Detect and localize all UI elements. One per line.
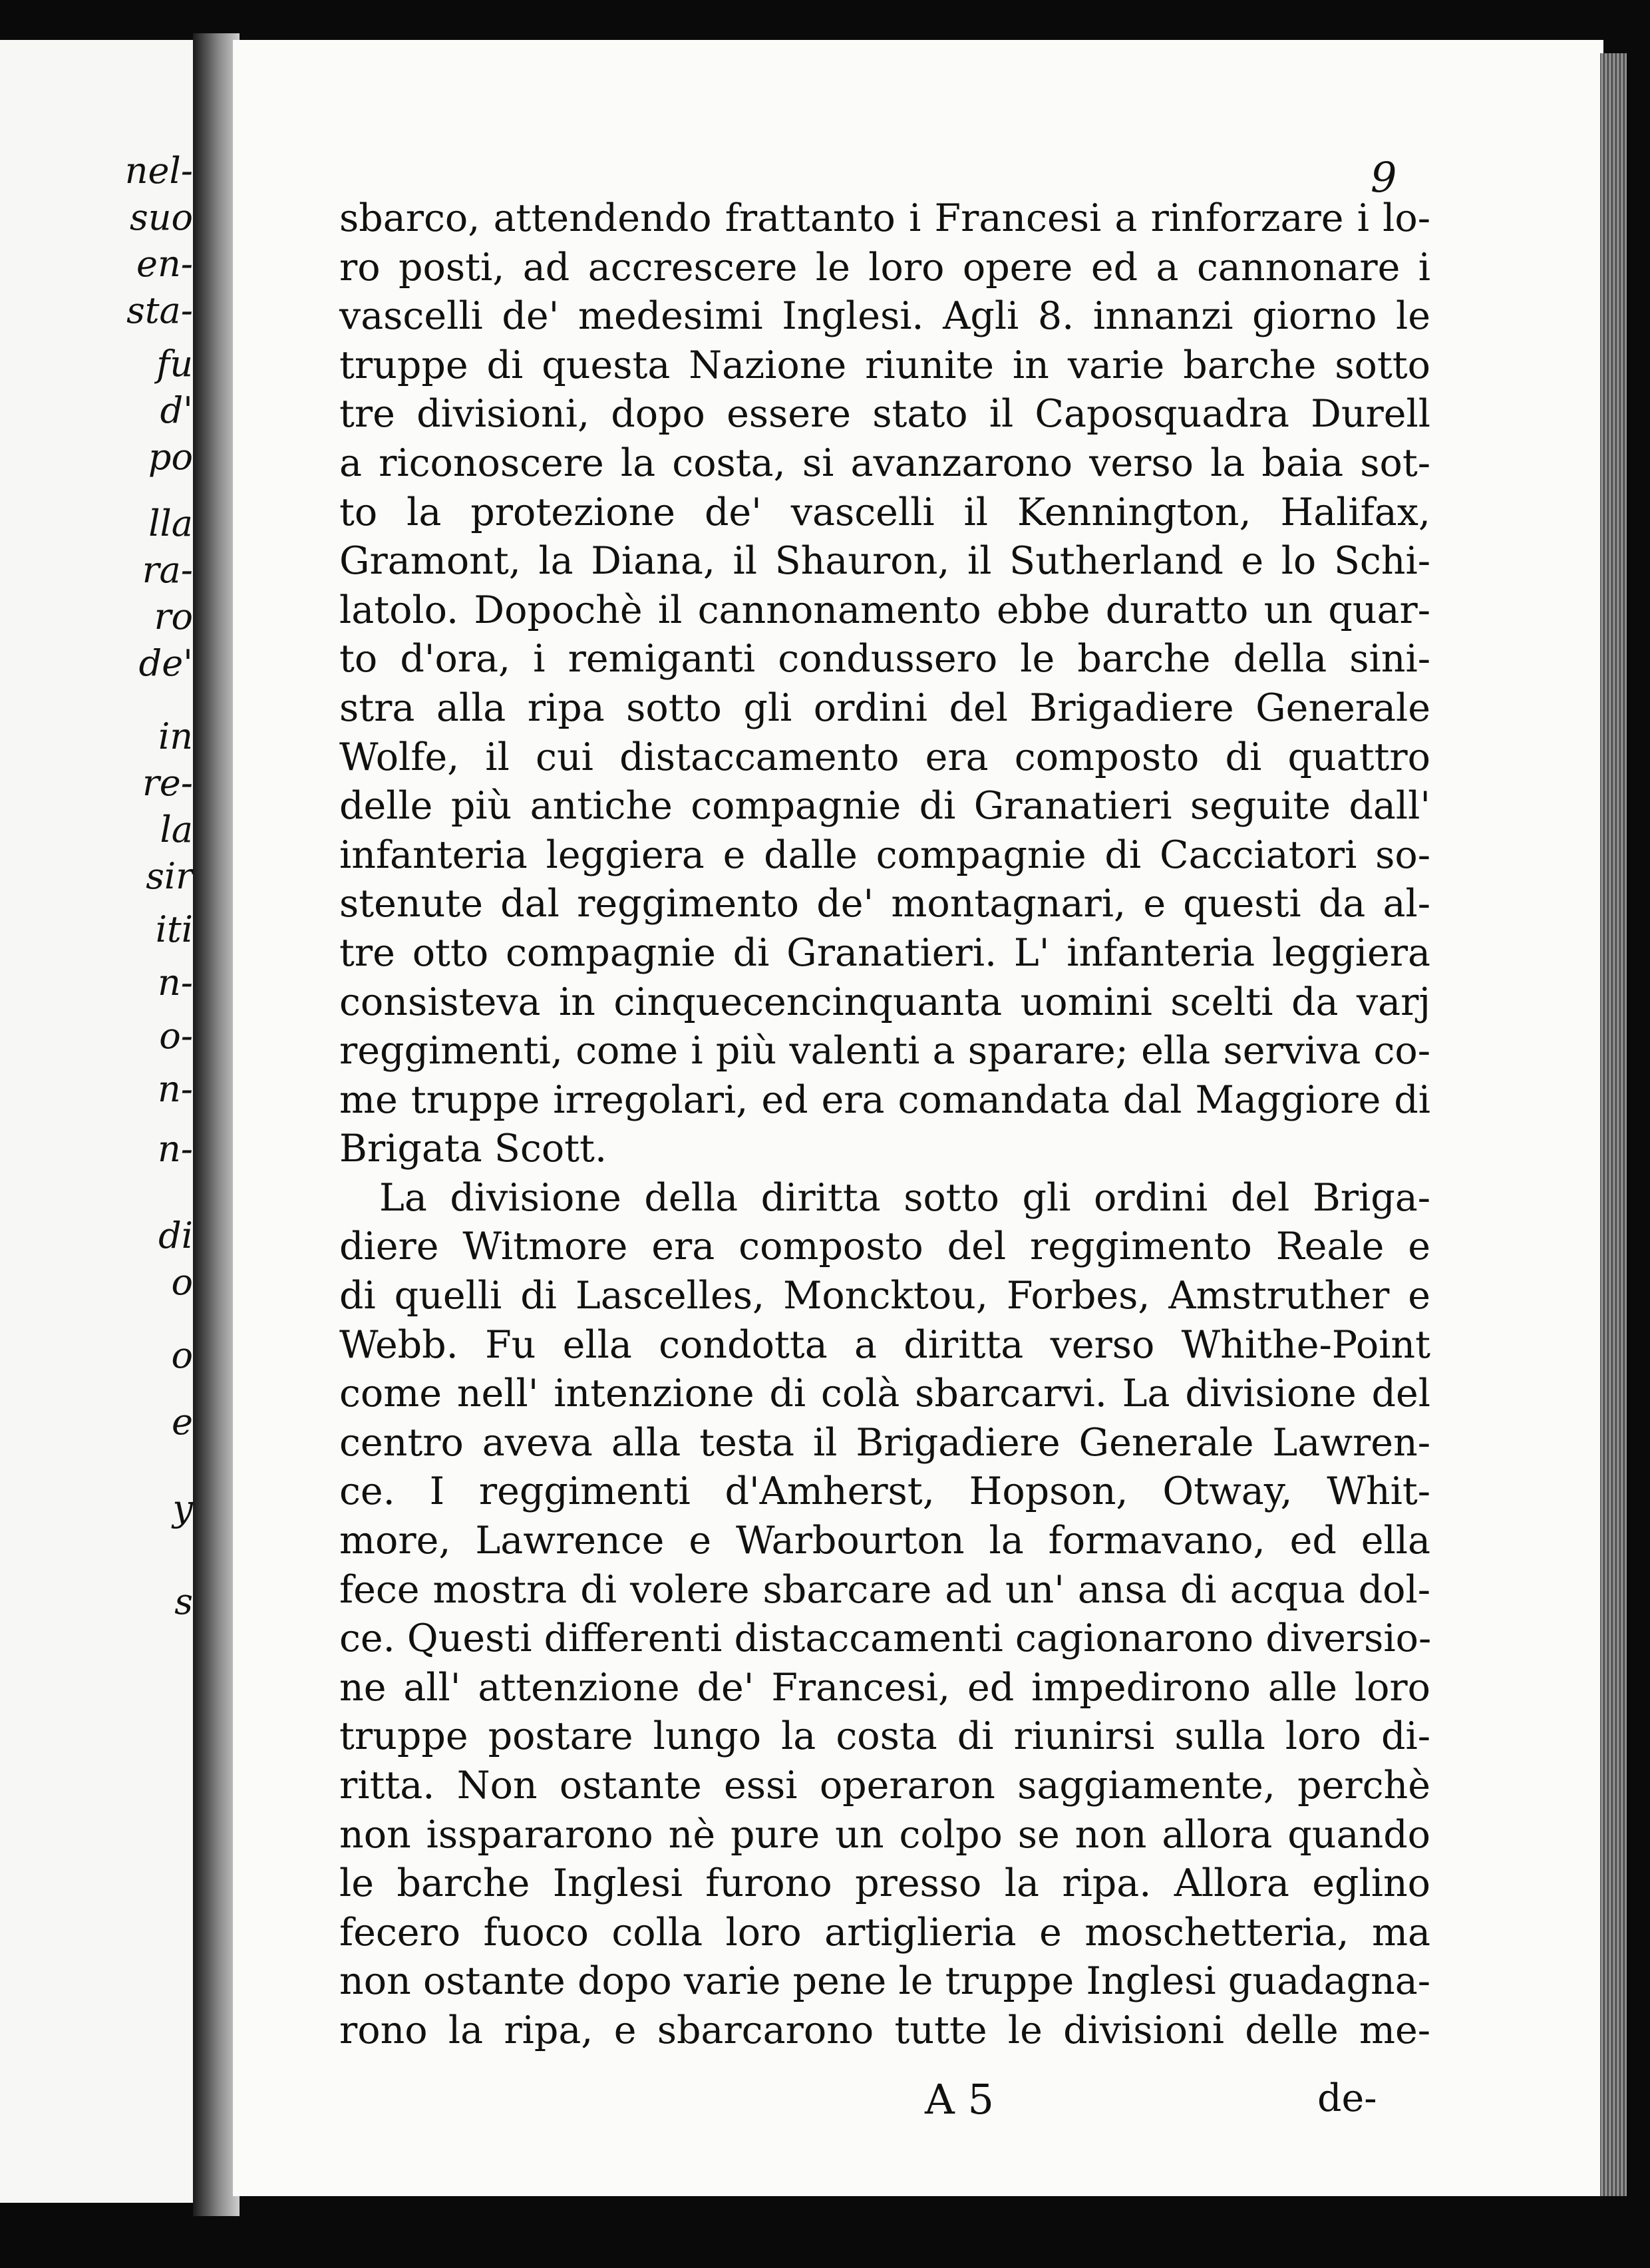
- text-line: non isspararono nè pure un colpo se non allora quando: [339, 1812, 1430, 1857]
- text-line: fece mostra di volere sbarcare ad un' ansa di acqua dol-: [339, 1567, 1430, 1612]
- text-line: sbarco, attendendo frattanto i Francesi a rinforzare i lo-: [339, 196, 1430, 240]
- facing-page-fragment: [0, 40, 200, 2203]
- margin-fragment: re-: [142, 762, 193, 804]
- catchword: de-: [1317, 2076, 1377, 2120]
- margin-fragment: nel-: [124, 150, 193, 192]
- text-line: ritta. Non ostante essi operaron saggiamente, perchè: [339, 1764, 1430, 1807]
- text-line: tre divisioni, dopo essere stato il Caposquadra Durell: [339, 392, 1430, 437]
- margin-fragment: po: [148, 436, 193, 478]
- text-line: ro posti, ad accrescere le loro opere ed a cannonare i: [339, 245, 1430, 289]
- text-line: La divisione della diritta sotto gli ordini del Briga-: [379, 1175, 1430, 1220]
- text-line: stenute dal reggimento de' montagnari, e questi da al-: [339, 882, 1430, 926]
- signature-mark: A 5: [925, 2075, 994, 2124]
- margin-fragment: in: [158, 715, 193, 757]
- text-line: di quelli di Lascelles, Moncktou, Forbes, Amstruther e: [339, 1274, 1430, 1318]
- margin-fragment: en-: [136, 243, 193, 285]
- margin-fragment: lla: [148, 502, 193, 544]
- margin-fragment: n-: [157, 1068, 193, 1110]
- text-line: ce. I reggimenti d'Amherst, Hopson, Otway, Whit-: [339, 1469, 1430, 1514]
- margin-fragment: e: [172, 1401, 193, 1443]
- text-line: a riconoscere la costa, si avanzarono verso la baia sot-: [339, 441, 1430, 485]
- page-number: 9: [1371, 153, 1397, 202]
- margin-fragment: sta-: [126, 289, 193, 331]
- text-line: non ostante dopo varie pene le truppe Inglesi guadagna-: [339, 1959, 1430, 2004]
- margin-fragment: la: [160, 809, 193, 850]
- text-line: le barche Inglesi furono presso la ripa. Allora eglino: [339, 1861, 1430, 1906]
- margin-fragment: o-: [159, 1015, 193, 1057]
- text-line: diere Witmore era composto del reggimento Reale e: [339, 1225, 1430, 1269]
- text-line: stra alla ripa sotto gli ordini del Brigadiere Generale: [339, 685, 1430, 730]
- text-line: Webb. Fu ella condotta a diritta verso Whithe-Point: [339, 1322, 1430, 1367]
- margin-fragment: ro: [154, 596, 193, 638]
- text-line: tre otto compagnie di Granatieri. L' infanteria leggiera: [339, 930, 1430, 975]
- margin-fragment: sir: [146, 855, 193, 897]
- margin-fragment: suo: [129, 196, 193, 238]
- text-line: truppe postare lungo la costa di riunirsi sulla loro di-: [339, 1714, 1430, 1759]
- text-line: fecero fuoco colla loro artiglieria e moschetteria, ma: [339, 1910, 1430, 1955]
- page-edge: [1600, 53, 1627, 2196]
- margin-fragment: o: [171, 1334, 193, 1376]
- margin-fragment: di: [158, 1215, 193, 1256]
- text-line: Brigata Scott.: [339, 1127, 607, 1171]
- text-line: reggimenti, come i più valenti a sparare; ella serviva co-: [339, 1029, 1430, 1073]
- margin-fragment: o: [171, 1261, 193, 1303]
- text-line: to la protezione de' vascelli il Kennington, Halifax,: [339, 490, 1430, 534]
- text-line: vascelli de' medesimi Inglesi. Agli 8. innanzi giorno le: [339, 294, 1430, 339]
- text-line: centro aveva alla testa il Brigadiere Generale Lawren-: [339, 1420, 1430, 1465]
- text-line: truppe di questa Nazione riunite in varie barche sotto: [339, 343, 1430, 387]
- margin-fragment: de': [138, 642, 193, 684]
- text-line: come nell' intenzione di colà sbarcarvi. La divisione del: [339, 1372, 1430, 1416]
- margin-fragment: s: [174, 1581, 193, 1622]
- text-line: me truppe irregolari, ed era comandata dal Maggiore di: [339, 1077, 1430, 1122]
- text-line: latolo. Dopochè il cannonamento ebbe duratto un quar-: [339, 588, 1430, 632]
- text-line: delle più antiche compagnie di Granatieri seguite dall': [339, 784, 1430, 829]
- margin-fragment: iti: [155, 908, 193, 950]
- body-text: [339, 194, 1430, 2056]
- text-line: ne all' attenzione de' Francesi, ed impedirono alle loro: [339, 1665, 1430, 1710]
- margin-fragment: n-: [157, 1128, 193, 1170]
- text-line: Wolfe, il cui distaccamento era composto di quattro: [339, 735, 1430, 779]
- text-line: to d'ora, i remiganti condussero le barche della sini-: [339, 637, 1430, 681]
- margin-fragment: fu: [156, 343, 193, 385]
- margin-fragment: ra-: [142, 549, 193, 591]
- margin-fragment: d': [160, 389, 193, 431]
- text-line: more, Lawrence e Warbourton la formavano, ed ella: [339, 1519, 1430, 1563]
- text-line: consisteva in cinquecencinquanta uomini scelti da varj: [339, 980, 1430, 1024]
- text-line: Gramont, la Diana, il Shauron, il Sutherland e lo Schi-: [339, 539, 1430, 584]
- margin-fragment: n-: [157, 962, 193, 1004]
- text-line: ce. Questi differenti distaccamenti cagionarono diversio-: [339, 1616, 1432, 1661]
- margin-fragment: y: [172, 1487, 193, 1529]
- text-line: infanteria leggiera e dalle compagnie di Cacciatori so-: [339, 833, 1430, 877]
- text-line: rono la ripa, e sbarcarono tutte le divisioni delle me-: [339, 2008, 1430, 2052]
